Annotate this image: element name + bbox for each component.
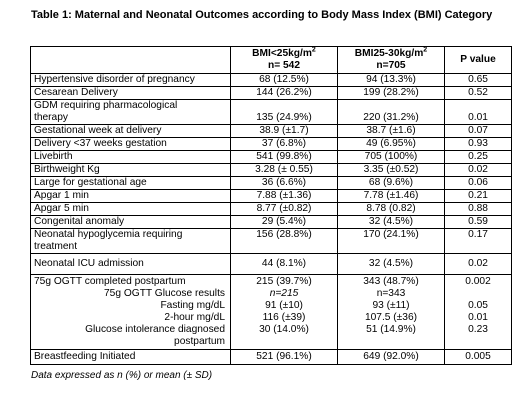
row-p-value: 0.07: [445, 125, 512, 138]
row-value-bmi-25-30: 32 (4.5%): [338, 216, 445, 229]
ogtt-intolerance-g1: 30 (14.0%): [259, 324, 309, 335]
row-label: Delivery <37 weeks gestation: [31, 138, 231, 151]
row-value-bmi-25-30: 220 (31.2%): [338, 100, 445, 125]
row-value-bmi-under-25: 68 (12.5%): [231, 74, 338, 87]
header-bmi-25-30-n: n=705: [376, 60, 406, 71]
row-value-bmi-25-30: 32 (4.5%): [338, 254, 445, 275]
ogtt-row: [31, 275, 512, 350]
row-value-bmi-under-25: 37 (6.8%): [231, 138, 338, 151]
table-row: [31, 177, 512, 190]
row-p-value: 0.17: [445, 229, 512, 254]
row-label-line: therapy: [34, 112, 68, 123]
table-row: [31, 229, 512, 254]
header-p-value: P value: [445, 47, 512, 74]
row-p-value: 0.02: [445, 254, 512, 275]
row-value-bmi-25-30: 649 (92.0%): [338, 350, 445, 365]
row-label: Livebirth: [31, 151, 231, 164]
row-p-value: 0.06: [445, 177, 512, 190]
row-label: Congenital anomaly: [31, 216, 231, 229]
row-p-value: 0.52: [445, 87, 512, 100]
ogtt-completed-g2: 343 (48.7%): [363, 276, 419, 287]
row-value-bmi-25-30: 94 (13.3%): [338, 74, 445, 87]
row-label: Cesarean Delivery: [31, 87, 231, 100]
ogtt-twohour-g1: 116 (±39): [262, 312, 306, 323]
header-bmi-under-25-n: n= 542: [267, 60, 300, 71]
row-value-bmi-25-30: 7.78 (±1.46): [338, 190, 445, 203]
header-blank-cell: [31, 47, 231, 74]
ogtt-results-n-g2: n=343: [376, 288, 406, 299]
row-value-bmi-under-25: 38.9 (±1.7): [231, 125, 338, 138]
row-label-line: GDM requiring pharmacological: [34, 100, 178, 111]
row-label-line: Neonatal hypoglycemia requiring: [34, 229, 183, 240]
table-row: [31, 87, 512, 100]
header-row: [31, 47, 512, 74]
row-label: Neonatal ICU admission: [31, 254, 231, 275]
row-value-bmi-25-30: 49 (6.95%): [338, 138, 445, 151]
ogtt-values-bmi-under-25: [231, 275, 338, 350]
row-value-bmi-25-30: 38.7 (±1.6): [338, 125, 445, 138]
ogtt-results-label: 75g OGTT Glucose results: [104, 288, 225, 299]
outcomes-table: [30, 46, 512, 365]
row-label: Large for gestational age: [31, 177, 231, 190]
table-row: [31, 216, 512, 229]
ogtt-values-bmi-25-30: [338, 275, 445, 350]
row-label: Hypertensive disorder of pregnancy: [31, 74, 231, 87]
row-value-bmi-25-30: 170 (24.1%): [338, 229, 445, 254]
row-label: Birthweight Kg: [31, 164, 231, 177]
row-label: [31, 100, 231, 125]
header-bmi-under-25-label: BMI<25kg/m: [252, 48, 312, 59]
row-p-value: 0.02: [445, 164, 512, 177]
table-row: [31, 100, 512, 125]
table-footnote: Data expressed as n (%) or mean (± SD): [31, 370, 213, 381]
row-p-value: 0.65: [445, 74, 512, 87]
row-value-bmi-under-25: 135 (24.9%): [231, 100, 338, 125]
table-row: [31, 164, 512, 177]
table-row: [31, 203, 512, 216]
row-value-bmi-under-25: 29 (5.4%): [231, 216, 338, 229]
table-title: Table 1: Maternal and Neonatal Outcomes according to Body Mass Index (BMI) Category: [31, 9, 493, 21]
ogtt-p-values: [445, 275, 512, 350]
table-row: [31, 151, 512, 164]
table-row: [31, 74, 512, 87]
ogtt-twohour-g2: 107.5 (±36): [364, 312, 418, 323]
table-row: [31, 138, 512, 151]
table-row: [31, 125, 512, 138]
row-value-bmi-under-25: 521 (96.1%): [231, 350, 338, 365]
ogtt-intolerance-p: 0.23: [468, 324, 488, 335]
header-bmi-under-25: [231, 47, 338, 74]
row-p-value: 0.59: [445, 216, 512, 229]
ogtt-twohour-p: 0.01: [468, 312, 488, 323]
ogtt-completed-label: 75g OGTT completed postpartum: [34, 276, 186, 287]
table-row: [31, 190, 512, 203]
row-label-line: treatment: [34, 241, 78, 252]
header-bmi-25-30: [338, 47, 445, 74]
row-label: [31, 229, 231, 254]
row-p-value: 0.21: [445, 190, 512, 203]
ogtt-completed-g1: 215 (39.7%): [256, 276, 312, 287]
ogtt-fasting-g2: 93 (±11): [372, 300, 410, 311]
row-label: Apgar 1 min: [31, 190, 231, 203]
ogtt-intolerance-label: Glucose intolerance diagnosed: [85, 324, 225, 335]
row-value-bmi-under-25: 7.88 (±1.36): [231, 190, 338, 203]
row-value-bmi-under-25: 541 (99.8%): [231, 151, 338, 164]
row-value-bmi-25-30: 8.78 (0.82): [338, 203, 445, 216]
header-bmi-under-25-sup: 2: [311, 46, 316, 54]
row-p-value: 0.93: [445, 138, 512, 151]
row-value-bmi-under-25: 3.28 (± 0.55): [231, 164, 338, 177]
row-value-bmi-under-25: 44 (8.1%): [231, 254, 338, 275]
ogtt-twohour-label: 2-hour mg/dL: [164, 312, 225, 323]
row-value-bmi-25-30: 68 (9.6%): [338, 177, 445, 190]
row-p-value: 0.25: [445, 151, 512, 164]
table-row: [31, 254, 512, 275]
ogtt-fasting-p: 0.05: [468, 300, 488, 311]
row-label: Breastfeeding Initiated: [31, 350, 231, 365]
header-bmi-25-30-sup: 2: [423, 46, 428, 54]
ogtt-fasting-g1: 91 (±10): [265, 300, 303, 311]
ogtt-labels: [31, 275, 231, 350]
row-value-bmi-under-25: 8.77 (±0.82): [231, 203, 338, 216]
ogtt-completed-p: 0.002: [465, 276, 491, 287]
row-value-bmi-under-25: 36 (6.6%): [231, 177, 338, 190]
row-value-bmi-25-30: 705 (100%): [338, 151, 445, 164]
row-p-value: 0.88: [445, 203, 512, 216]
ogtt-intolerance-label-cont: postpartum: [174, 336, 225, 347]
ogtt-results-p-blank: [448, 288, 508, 300]
table-row: [31, 350, 512, 365]
ogtt-intolerance-g2: 51 (14.9%): [366, 324, 416, 335]
row-p-value: 0.01: [445, 100, 512, 125]
header-bmi-25-30-label: BMI25-30kg/m: [354, 48, 424, 59]
row-label: Gestational week at delivery: [31, 125, 231, 138]
row-value-bmi-25-30: 3.35 (±0.52): [338, 164, 445, 177]
row-p-value: 0.005: [445, 350, 512, 365]
ogtt-results-n-g1: n=215: [269, 288, 299, 299]
row-label: Apgar 5 min: [31, 203, 231, 216]
row-value-bmi-25-30: 199 (28.2%): [338, 87, 445, 100]
row-value-bmi-under-25: 156 (28.8%): [231, 229, 338, 254]
row-value-bmi-under-25: 144 (26.2%): [231, 87, 338, 100]
ogtt-fasting-label: Fasting mg/dL: [160, 300, 225, 311]
